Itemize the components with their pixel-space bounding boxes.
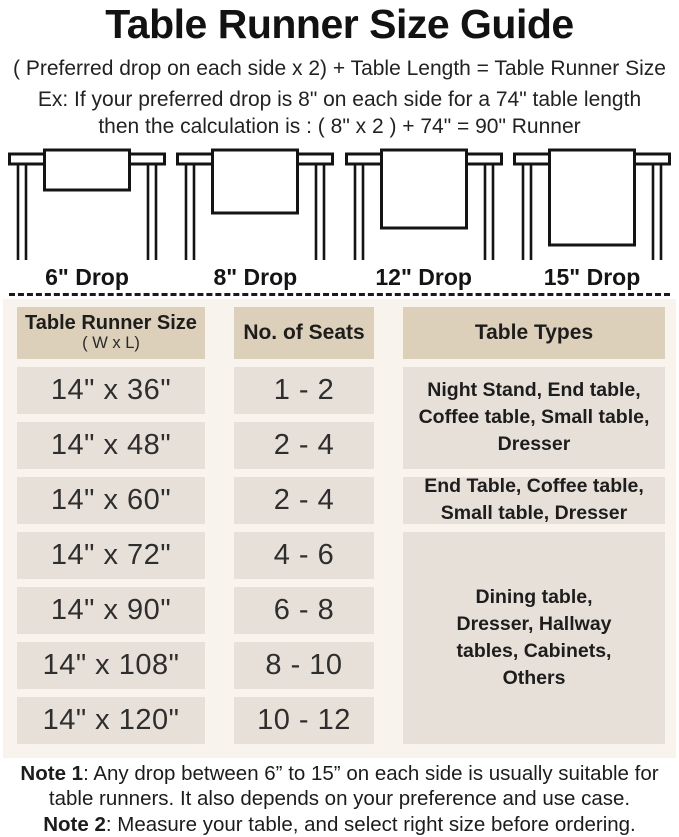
- header-seats: No. of Seats: [234, 307, 374, 359]
- seats-cell-4: 4 - 6: [234, 532, 374, 579]
- note-1: [2, 761, 677, 812]
- page-title: Table Runner Size Guide: [105, 1, 574, 47]
- seats-cell-5: 6 - 8: [234, 587, 374, 634]
- drop-label: 6" Drop: [45, 263, 129, 290]
- table-illustration-15in: [512, 148, 672, 291]
- example-line-2: then the calculation is : ( 8" x 2 ) + 74" = 90" Runner: [98, 114, 581, 138]
- size-cell-3: 14" x 60": [17, 477, 205, 524]
- note-1-label: Note 1: [20, 761, 84, 785]
- seats-cell-3: 2 - 4: [234, 477, 374, 524]
- table-types-cell-1: Night Stand, End table, Coffee table, Small table, Dresser: [403, 367, 665, 469]
- table-types-cell-2: End Table, Coffee table, Small table, Dresser: [403, 477, 665, 524]
- table-illustration-8in: [175, 148, 335, 291]
- size-cell-6: 14" x 108": [17, 642, 205, 689]
- example-line-1: Ex: If your preferred drop is 8" on each side for a 74" table length: [37, 87, 642, 111]
- header-table-types: Table Types: [403, 307, 665, 359]
- header-runner-size-sub: ( W x L): [82, 334, 140, 353]
- note-2-text: : Measure your table, and select right size before ordering.: [105, 812, 636, 836]
- header-runner-size: [17, 307, 205, 359]
- drop-label: 15" Drop: [543, 263, 641, 290]
- size-guide-panel: [3, 299, 676, 758]
- seats-cell-6: 8 - 10: [234, 642, 374, 689]
- header-runner-size-main: Table Runner Size: [25, 312, 197, 335]
- dashed-divider: [9, 293, 670, 296]
- table-types-cell-3: Dining table, Dresser, Hallway tables, Cabinets, Others: [403, 532, 665, 744]
- size-cell-4: 14" x 72": [17, 532, 205, 579]
- drop-illustrations: [0, 148, 679, 291]
- formula-line: ( Preferred drop on each side x 2) + Table Length = Table Runner Size: [13, 56, 666, 80]
- table-runner-drawing-icon: [175, 148, 335, 260]
- size-cell-7: 14" x 120": [17, 697, 205, 744]
- seats-cell-7: 10 - 12: [234, 697, 374, 744]
- drop-label: 8" Drop: [213, 263, 298, 290]
- size-cell-1: 14" x 36": [17, 367, 205, 414]
- table-illustration-12in: [344, 148, 504, 291]
- note-2: [2, 812, 677, 837]
- size-cell-2: 14" x 48": [17, 422, 205, 469]
- size-cell-5: 14" x 90": [17, 587, 205, 634]
- table-runner-drawing-icon: [344, 148, 504, 260]
- seats-cell-1: 1 - 2: [234, 367, 374, 414]
- table-illustration-6in: [7, 148, 167, 291]
- table-runner-drawing-icon: [512, 148, 672, 260]
- note-1-text: : Any drop between 6” to 15” on each side is usually suitable for table runners. It also depends on your preference and use case.: [48, 761, 659, 811]
- drop-label: 12" Drop: [375, 263, 472, 290]
- note-2-label: Note 2: [43, 812, 106, 836]
- size-table: [17, 307, 662, 744]
- seats-cell-2: 2 - 4: [234, 422, 374, 469]
- table-runner-drawing-icon: [7, 148, 167, 260]
